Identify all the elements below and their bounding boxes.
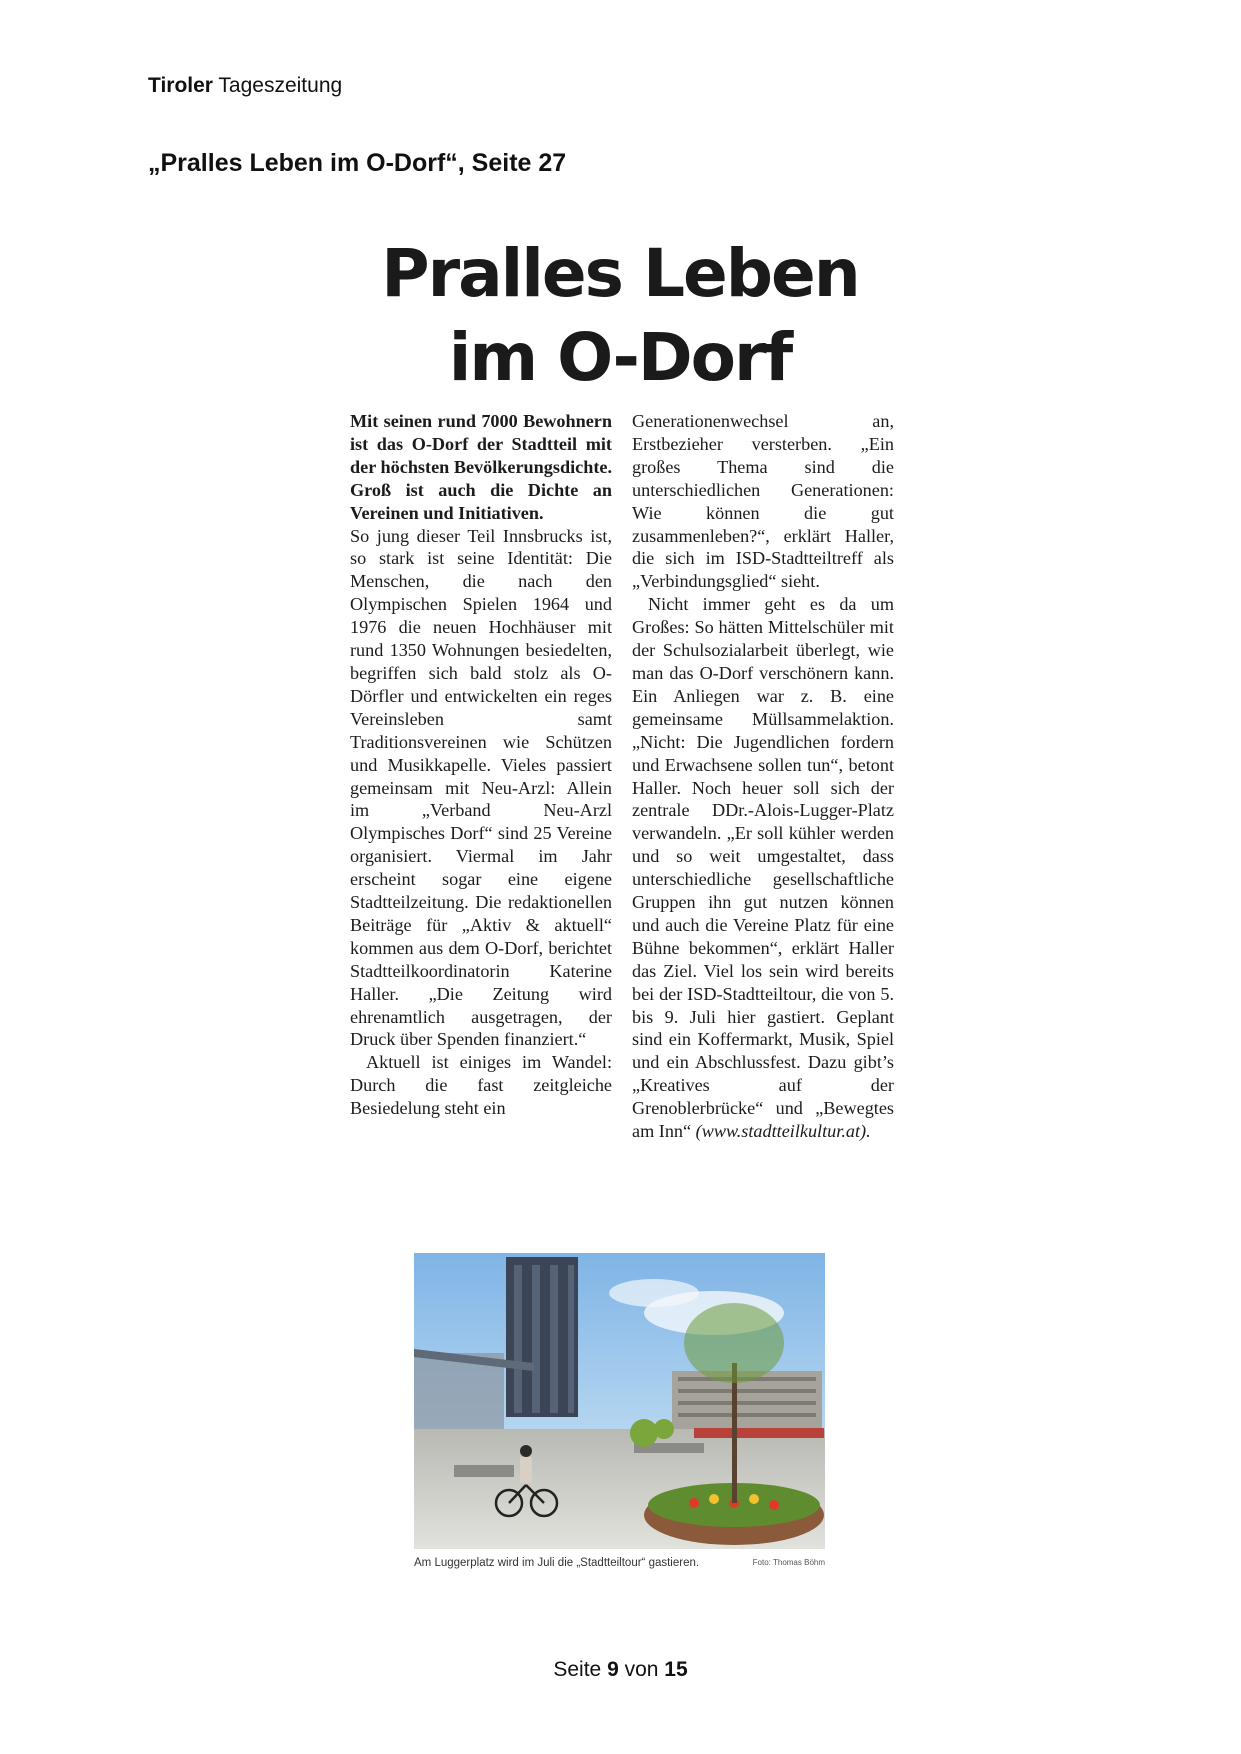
article-headline xyxy=(340,232,900,400)
article-lead: Mit seinen rund 7000 Bewohnern ist das O-Dorf der Stadtteil mit der höchsten Bevölkerungsdichte. Groß ist auch die Dichte an Vereinen und Initiativen. xyxy=(350,411,612,523)
article-paragraph-4-text: Nicht immer geht es da um Großes: So hätten Mittelschüler mit der Schulsozialarbeit überlegt, wie man das O-Dorf verschönern kann. Ein Anliegen war z. B. eine gemeinsame Müllsammelaktion. „Nicht: Die Jugendlichen fordern und Erwachsene sollen tun“, betont Haller. Noch heuer soll sich der zentrale DDr.-Alois-Lugger-Platz verwandeln. „Er soll kühler werden und so weit umgestaltet, dass unterschiedliche gesellschaftliche Gruppen ihn gut nutzen können und auch die Vereine Platz für eine Bühne bekommen“, erklärt Haller das Ziel. Viel los sein wird bereits bei der ISD-Stadtteiltour, die von 5. bis 9. Juli hier gastiert. Geplant sind ein Koffermarkt, Musik, Spiel und ein Abschlussfest. Dazu gibt’s „Kreatives auf der Grenoblerbrücke“ und „Bewegtes am Inn“ xyxy=(632,594,894,1142)
publication-name xyxy=(148,74,342,98)
article-reference: „Pralles Leben im O-Dorf“, Seite 27 xyxy=(148,149,567,177)
publication-name-rest: Tageszeitung xyxy=(212,74,343,97)
article-paragraph-3: Generationenwechsel an, Erstbezieher versterben. „Ein großes Thema sind die unterschiedlichen Generationen: Wie können die gut zusammenleben?“, erklärt Haller, die sich im ISD-Stadtteiltreff als „Verbindungsglied“ sieht. xyxy=(632,411,894,592)
article-paragraph-2: Aktuell ist einiges im Wandel: Durch die fast zeitgleiche Besiedelung steht ein xyxy=(350,1052,612,1119)
publication-name-bold: Tiroler xyxy=(148,74,213,97)
article-paragraph-4 xyxy=(632,593,894,1143)
luggerplatz-photo-illustration xyxy=(414,1253,825,1549)
photo-caption: Am Luggerplatz wird im Juli die „Stadtteiltour“ gastieren. xyxy=(414,1557,700,1569)
article-paragraph-1: So jung dieser Teil Innsbrucks ist, so stark ist seine Identität: Die Menschen, die nach den Olympischen Spielen 1964 und 1976 die neuen Hochhäuser mit rund 1350 Wohnungen besiedelten, begriffen sich bald stolz als O-Dörfler und entwickelten ein reges Vereinsleben samt Traditionsvereinen wie Schützen und Musikkapelle. Vieles passiert gemeinsam mit Neu-Arzl: Allein im „Verband Neu-Arzl Olympisches Dorf“ sind 25 Vereine organisiert. Viermal im Jahr erscheint sogar eine eigene Stadtteilzeitung. Die redaktionellen Beiträge für „Aktiv & aktuell“ kommen aus dem O-Dorf, berichtet Stadtteilkoordinatorin Katerine Haller. „Die Zeitung wird ehrenamtlich ausgetragen, der Druck über Spenden finanziert.“ xyxy=(350,525,612,1050)
article-headline-block xyxy=(340,232,900,414)
headline-line-2: im O-Dorf xyxy=(448,319,792,396)
photo-credit: Foto: Thomas Böhm xyxy=(752,1558,825,1567)
article-url: (www.stadtteilkultur.at). xyxy=(691,1121,871,1142)
headline-line-1: Pralles Leben xyxy=(381,235,859,312)
page-number-prefix: Seite xyxy=(553,1658,608,1681)
photo-caption-block xyxy=(414,1557,825,1569)
page-number xyxy=(0,1658,1241,1682)
article-column-left xyxy=(350,410,612,1120)
article-column-right xyxy=(632,410,894,1143)
page-number-middle: von xyxy=(618,1658,665,1681)
article-photo xyxy=(414,1253,825,1549)
page-number-current: 9 xyxy=(607,1658,619,1681)
page-number-total: 15 xyxy=(664,1658,688,1681)
